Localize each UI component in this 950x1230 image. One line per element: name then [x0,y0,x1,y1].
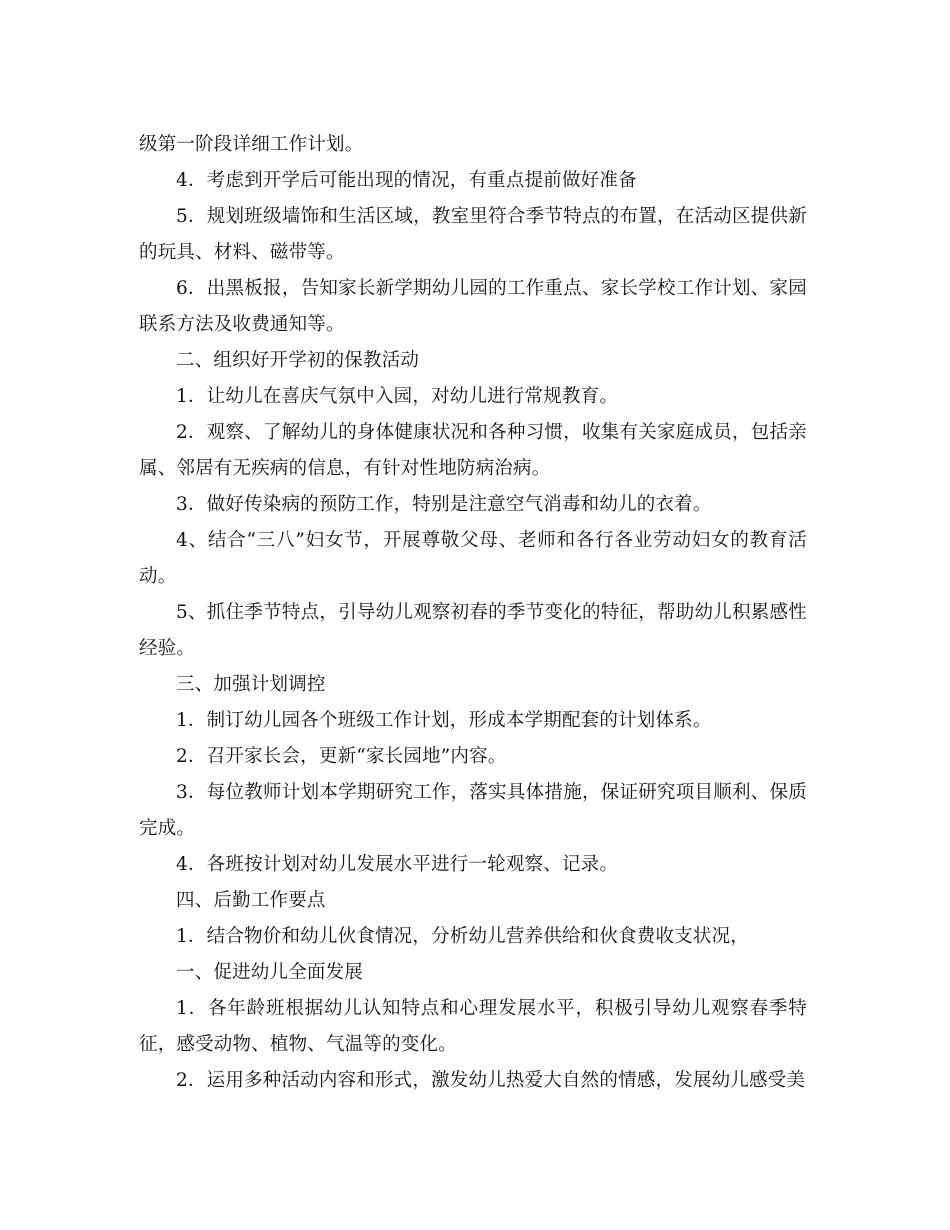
paragraph-15: 4．各班按计划对幼儿发展水平进行一轮观察、记录。 [176,854,619,875]
paragraph-3: 5．规划班级墙饰和生活区域，教室里符合季节特点的布置，在活动区提供新的玩具、材料、磁带等。 [139,206,807,263]
section-heading-3: 三、加强计划调控 [176,674,326,695]
paragraph-17: 1．结合物价和幼儿伙食情况，分析幼儿营养供给和伙食费收支状况， [176,926,749,947]
section-heading-1: 一、促进幼儿全面发展 [176,962,364,983]
section-heading-4: 四、后勤工作要点 [176,890,326,911]
paragraph-20: 2．运用多种活动内容和形式，激发幼儿热爱大自然的情感，发展幼儿感受美 [176,1070,806,1091]
paragraph-12: 1．制订幼儿园各个班级工作计划，形成本学期配套的计划体系。 [176,710,712,731]
paragraph-6: 1．让幼儿在喜庆气氛中入园，对幼儿进行常规教育。 [176,386,619,407]
paragraph-2: 4．考虑到开学后可能出现的情况，有重点提前做好准备 [176,170,637,191]
section-heading-2: 二、组织好开学初的保教活动 [176,350,420,371]
document-body [139,127,807,1099]
paragraph-19: 1．各年龄班根据幼儿认知特点和心理发展水平，积极引导幼儿观察春季特征，感受动物、植物、气温等的变化。 [139,998,807,1055]
paragraph-4: 6．出黑板报，告知家长新学期幼儿园的工作重点、家长学校工作计划、家园联系方法及收费通知等。 [139,278,807,335]
paragraph-1: 级第一阶段详细工作计划。 [139,134,364,155]
paragraph-9: 4、结合“三八”妇女节，开展尊敬父母、老师和各行各业劳动妇女的教育活动。 [139,530,807,587]
paragraph-14: 3．每位教师计划本学期研究工作，落实具体措施，保证研究项目顺利、保质完成。 [139,782,807,839]
paragraph-8: 3．做好传染病的预防工作，特别是注意空气消毒和幼儿的衣着。 [176,494,712,515]
paragraph-13: 2．召开家长会，更新“家长园地”内容。 [176,746,507,767]
paragraph-10: 5、抓住季节特点，引导幼儿观察初春的季节变化的特征，帮助幼儿积累感性经验。 [139,602,807,659]
paragraph-7: 2．观察、了解幼儿的身体健康状况和各种习惯，收集有关家庭成员，包括亲属、邻居有无疾病的信息，有针对性地防病治病。 [139,422,807,479]
